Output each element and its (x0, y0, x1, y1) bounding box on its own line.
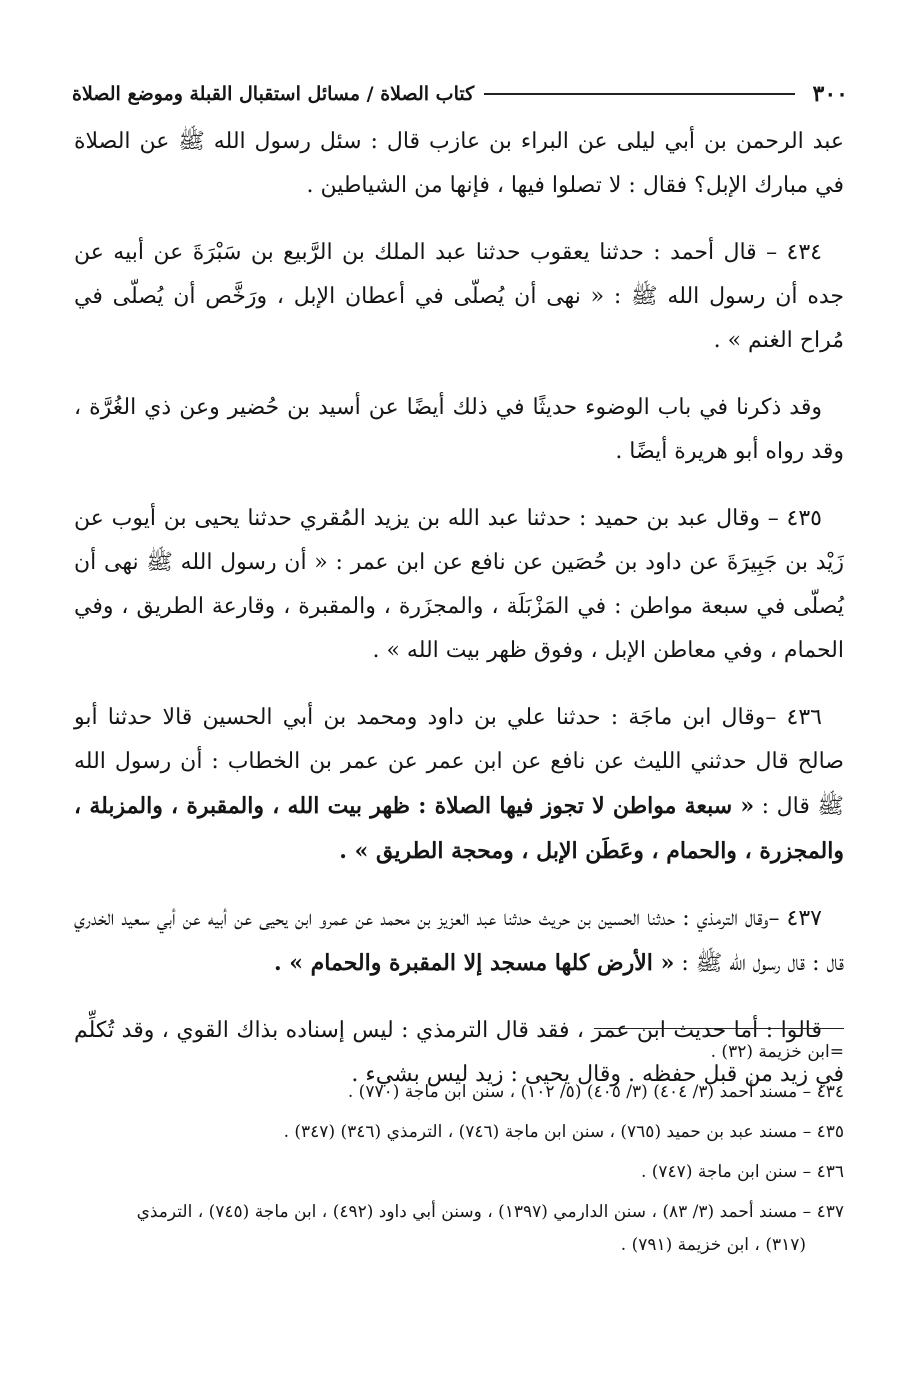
hadith-437-matn: « الأرض كلها مسجد إلا المقبرة والحمام » . (273, 950, 675, 976)
footnote-436: ٤٣٦ – سنن ابن ماجة (٧٤٧) . (640, 1162, 844, 1182)
paragraph-note: وقد ذكرنا في باب الوضوء حديثًا في ذلك أيضًا عن أسيد بن حُضير وعن ذي الغُرَّة ، وقد رواه أبو هريرة أيضًا . (74, 395, 844, 464)
hadith-435: ٤٣٥ – وقال عبد بن حميد : حدثنا عبد الله بن يزيد المُقري حدثنا يحيى بن أيوب عن زَيْد بن جَبِيرَةَ عن داود بن حُصَين عن نافع عن ابن عمر : « أن رسول الله ﷺ نهى أن يُصلّى في سبعة مواطن : في المَزْبَلَة ، والمجزَرة ، والمقبرة ، وقارعة الطريق ، وفي الحمام ، وفي معاطن الإبل ، وفوق ظهر بيت الله » . (74, 506, 844, 663)
hadith-436-isnad: ٤٣٦ –وقال ابن ماجَة : حدثنا علي بن داود ومحمد بن أبي الحسين قالا حدثنا أبو صالح قال حدثني الليث عن نافع عن ابن عمر عن عمر بن الخطاب : أن رسول الله ﷺ قال : (74, 705, 844, 819)
hadith-437-isnad: ٤٣٧ –وقال الترمذي : حدثنا الحسين بن حريث حدثنا عبد العزيز بن محمد عن عمرو ابن يحيى عن أبيه عن أبي سعيد الخدري قال : قال رسول الله ﷺ : (74, 906, 844, 976)
hadith-434: ٤٣٤ – قال أحمد : حدثنا يعقوب حدثنا عبد الملك بن الرَّبيع بن سَبْرَةَ عن أبيه عن جده أن رسول الله ﷺ : « نهى أن يُصلّى في أعطان الإبل ، ورَخَّص أن يُصلّى في مُراح الغنم » . (74, 240, 844, 353)
hadith-436 (74, 696, 844, 874)
running-header (72, 74, 848, 114)
footnote-434: ٤٣٤ – مسند أحمد (٣/ ٤٠٤) (٣/ ٤٠٥) (٥/ ١٠٢) ، سنن ابن ماجة (٧٧٠) . (347, 1082, 844, 1102)
running-title: كتاب الصلاة / مسائل استقبال القبلة وموضع الصلاة (72, 83, 475, 105)
paragraph-continuation: عبد الرحمن بن أبي ليلى عن البراء بن عازب قال : سئل رسول الله ﷺ عن الصلاة في مبارك الإبل؟ فقال : لا تصلوا فيها ، فإنها من الشياطين . (74, 129, 844, 198)
footnote-separator (594, 1028, 844, 1029)
main-text (74, 120, 844, 1120)
footnote-435: ٤٣٥ – مسند عبد بن حميد (٧٦٥) ، سنن ابن ماجة (٧٤٦) ، الترمذي (٣٤٦) (٣٤٧) . (283, 1122, 844, 1142)
header-rule (484, 93, 794, 95)
paragraph-commentary: قالوا : أما حديث ابن عمر ، فقد قال الترمذي : ليس إسناده بذاك القوي ، وقد تُكلِّم في زيد من قبل حفظه . وقال يحيى : زيد ليس بشيء . (74, 1018, 844, 1087)
footnote-437-line1: ٤٣٧ – مسند أحمد (٣/ ٨٣) ، سنن الدارمي (١٣٩٧) ، وسنن أبي داود (٤٩٢) ، ابن ماجة (٧٤٥) ، الترمذي (136, 1202, 844, 1222)
hadith-436-matn: « سبعة مواطن لا تجوز فيها الصلاة : ظهر بيت الله ، والمقبرة ، والمزبلة ، والمجزرة ، والحمام ، وعَطَن الإبل ، ومحجة الطريق » . (74, 793, 844, 864)
page-number: ٣٠٠ (812, 81, 848, 107)
hadith-437 (74, 897, 844, 986)
footnote-continuation: =ابن خزيمة (٣٢) . (710, 1042, 844, 1062)
footnote-437 (74, 1196, 844, 1262)
footnote-437-line2: (٣١٧) ، ابن خزيمة (٧٩١) . (620, 1235, 806, 1255)
footnotes (74, 1036, 844, 1269)
